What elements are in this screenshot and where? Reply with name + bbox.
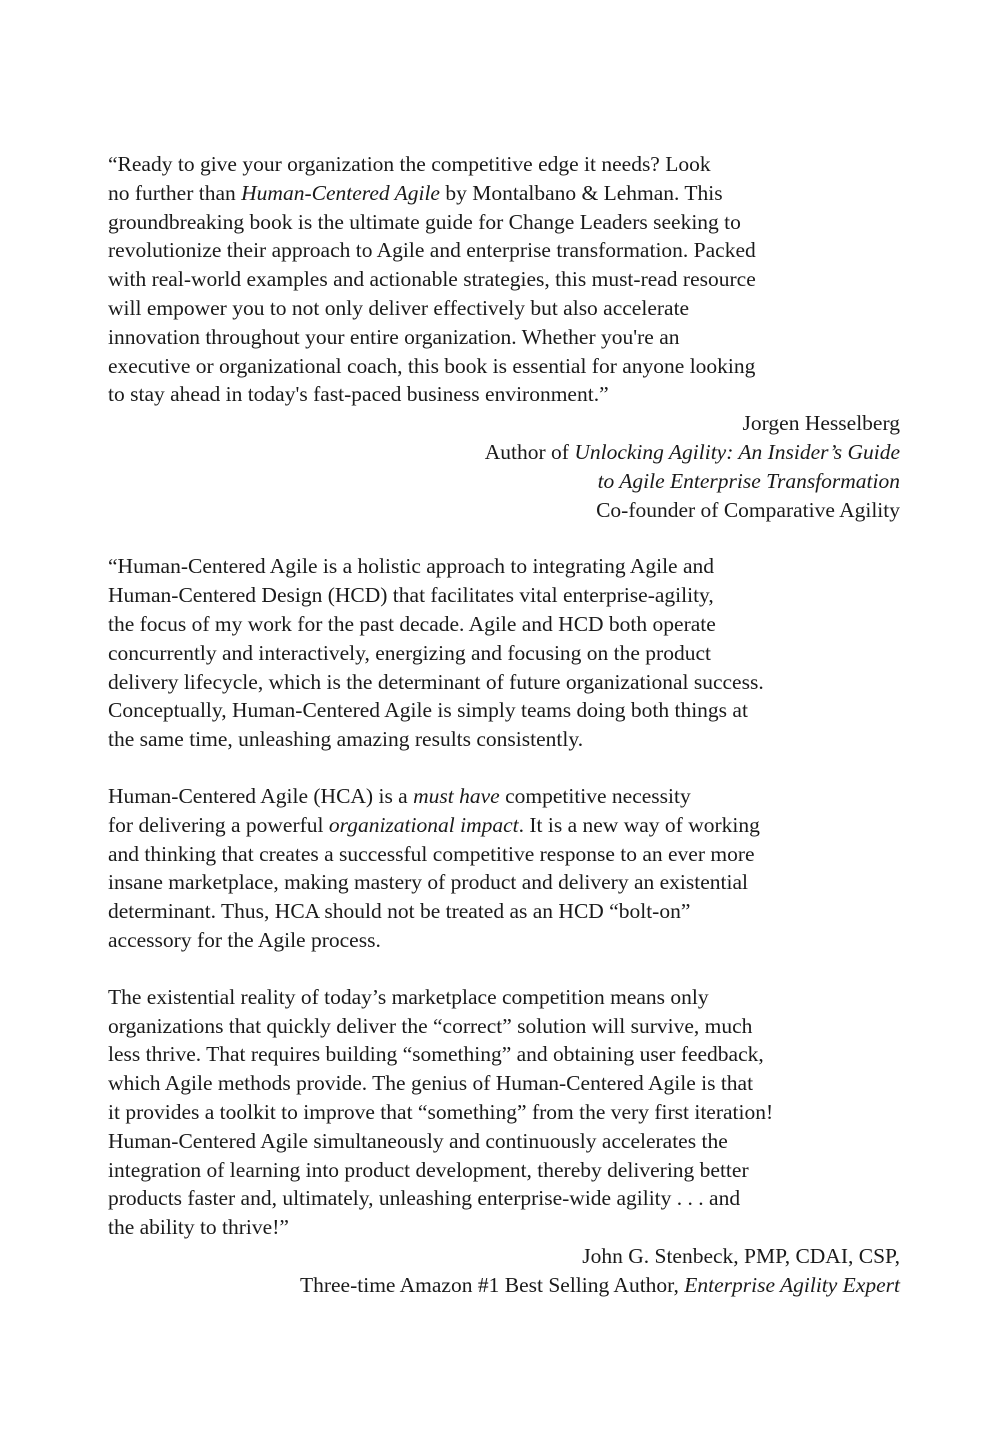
text-run: for delivering a powerful bbox=[108, 812, 329, 837]
text-run: determinant. Thus, HCA should not be treated as an HCD “bolt-on” bbox=[108, 899, 691, 924]
text-run: Human-Centered Agile (HCA) is a bbox=[108, 783, 414, 808]
text-run: delivery lifecycle, which is the determinant of future organizational success. bbox=[108, 669, 764, 694]
text-line bbox=[108, 265, 908, 294]
text-line bbox=[108, 696, 908, 725]
quote-paragraph bbox=[108, 983, 908, 1242]
text-run: Human-Centered Agile simultaneously and continuously accelerates the bbox=[108, 1128, 728, 1153]
text-run: the same time, unleashing amazing results consistently. bbox=[108, 727, 584, 752]
attribution bbox=[108, 1242, 908, 1300]
text-line bbox=[108, 352, 908, 381]
text-run: executive or organizational coach, this book is essential for anyone looking bbox=[108, 353, 756, 378]
text-line bbox=[108, 610, 908, 639]
text-line bbox=[108, 926, 908, 955]
text-run: will empower you to not only deliver effectively but also accelerate bbox=[108, 295, 690, 320]
text-run: Author of bbox=[484, 439, 575, 464]
text-line bbox=[108, 1127, 908, 1156]
italic-title: must have bbox=[413, 783, 500, 808]
text-run: products faster and, ultimately, unleashing enterprise-wide agility . . . and bbox=[108, 1186, 741, 1211]
text-line bbox=[108, 639, 908, 668]
text-run: revolutionize their approach to Agile and enterprise transformation. Packed bbox=[108, 238, 756, 263]
text-run: the focus of my work for the past decade. Agile and HCD both operate bbox=[108, 611, 716, 636]
quote-paragraph bbox=[108, 552, 908, 754]
text-run: with real-world examples and actionable strategies, this must-read resource bbox=[108, 267, 756, 292]
text-line bbox=[108, 868, 908, 897]
text-line bbox=[108, 1069, 908, 1098]
text-run: The existential reality of today’s marketplace competition means only bbox=[108, 984, 709, 1009]
text-run: by Montalbano & Lehman. This bbox=[439, 180, 723, 205]
text-run: groundbreaking book is the ultimate guide for Change Leaders seeking to bbox=[108, 209, 741, 234]
text-line bbox=[108, 983, 908, 1012]
text-line bbox=[108, 1040, 908, 1069]
italic-title: organizational impact bbox=[328, 812, 519, 837]
text-line bbox=[108, 467, 900, 496]
text-run: less thrive. That requires building “something” and obtaining user feedback, bbox=[108, 1042, 764, 1067]
text-run: organizations that quickly deliver the “correct” solution will survive, much bbox=[108, 1013, 753, 1038]
endorsements-page bbox=[108, 150, 908, 1299]
text-line bbox=[108, 1213, 908, 1242]
text-run: Conceptually, Human-Centered Agile is simply teams doing both things at bbox=[108, 698, 748, 723]
text-run: . It is a new way of working bbox=[518, 812, 760, 837]
text-run: Co-founder of Comparative Agility bbox=[596, 497, 900, 522]
text-line bbox=[108, 1012, 908, 1041]
text-line bbox=[108, 581, 908, 610]
text-line bbox=[108, 552, 908, 581]
text-run: Jorgen Hesselberg bbox=[742, 411, 900, 436]
text-line bbox=[108, 897, 908, 926]
text-line bbox=[108, 1098, 908, 1127]
text-line bbox=[108, 782, 908, 811]
text-line bbox=[108, 725, 908, 754]
text-run: to stay ahead in today's fast-paced business environment.” bbox=[108, 382, 609, 407]
text-run: “Ready to give your organization the competitive edge it needs? Look bbox=[108, 152, 711, 176]
text-run: no further than bbox=[108, 180, 242, 205]
endorsement-stenbeck bbox=[108, 552, 908, 1299]
text-run: and thinking that creates a successful competitive response to an ever more bbox=[108, 841, 755, 866]
text-run: insane marketplace, making mastery of product and delivery an existential bbox=[108, 870, 748, 895]
text-line bbox=[108, 179, 908, 208]
attribution bbox=[108, 409, 908, 524]
text-run: Three-time Amazon #1 Best Selling Author, bbox=[299, 1272, 685, 1297]
text-line bbox=[108, 409, 900, 438]
italic-title: Enterprise Agility Expert bbox=[684, 1272, 900, 1297]
text-run: innovation throughout your entire organization. Whether you're an bbox=[108, 324, 680, 349]
text-line bbox=[108, 380, 908, 409]
italic-title: to Agile Enterprise Transformation bbox=[597, 468, 900, 493]
text-run: competitive necessity bbox=[499, 783, 691, 808]
text-run: John G. Stenbeck, PMP, CDAI, CSP, bbox=[582, 1243, 900, 1268]
text-line bbox=[108, 1156, 908, 1185]
text-line bbox=[108, 294, 908, 323]
text-run: concurrently and interactively, energizing and focusing on the product bbox=[108, 640, 711, 665]
text-run: “Human-Centered Agile is a holistic approach to integrating Agile and bbox=[108, 554, 715, 579]
text-line bbox=[108, 1242, 900, 1271]
text-run: integration of learning into product development, thereby delivering better bbox=[108, 1157, 749, 1182]
text-line bbox=[108, 150, 908, 179]
italic-title: Unlocking Agility: An Insider’s Guide bbox=[574, 439, 900, 464]
text-run: Human-Centered Design (HCD) that facilitates vital enterprise-agility, bbox=[108, 583, 714, 608]
endorsement-hesselberg bbox=[108, 150, 908, 524]
text-line bbox=[108, 1271, 900, 1300]
text-line bbox=[108, 811, 908, 840]
text-line bbox=[108, 496, 900, 525]
text-run: it provides a toolkit to improve that “something” from the very first iteration! bbox=[108, 1099, 774, 1124]
text-line bbox=[108, 323, 908, 352]
text-line bbox=[108, 438, 900, 467]
text-line bbox=[108, 840, 908, 869]
text-line bbox=[108, 1184, 908, 1213]
text-line bbox=[108, 668, 908, 697]
quote-text bbox=[108, 150, 908, 409]
text-line bbox=[108, 208, 908, 237]
text-run: which Agile methods provide. The genius of Human-Centered Agile is that bbox=[108, 1071, 754, 1096]
text-run: the ability to thrive!” bbox=[108, 1215, 289, 1240]
text-line bbox=[108, 236, 908, 265]
text-run: accessory for the Agile process. bbox=[108, 927, 381, 952]
italic-title: Human-Centered Agile bbox=[241, 180, 440, 205]
quote-paragraph bbox=[108, 782, 908, 955]
